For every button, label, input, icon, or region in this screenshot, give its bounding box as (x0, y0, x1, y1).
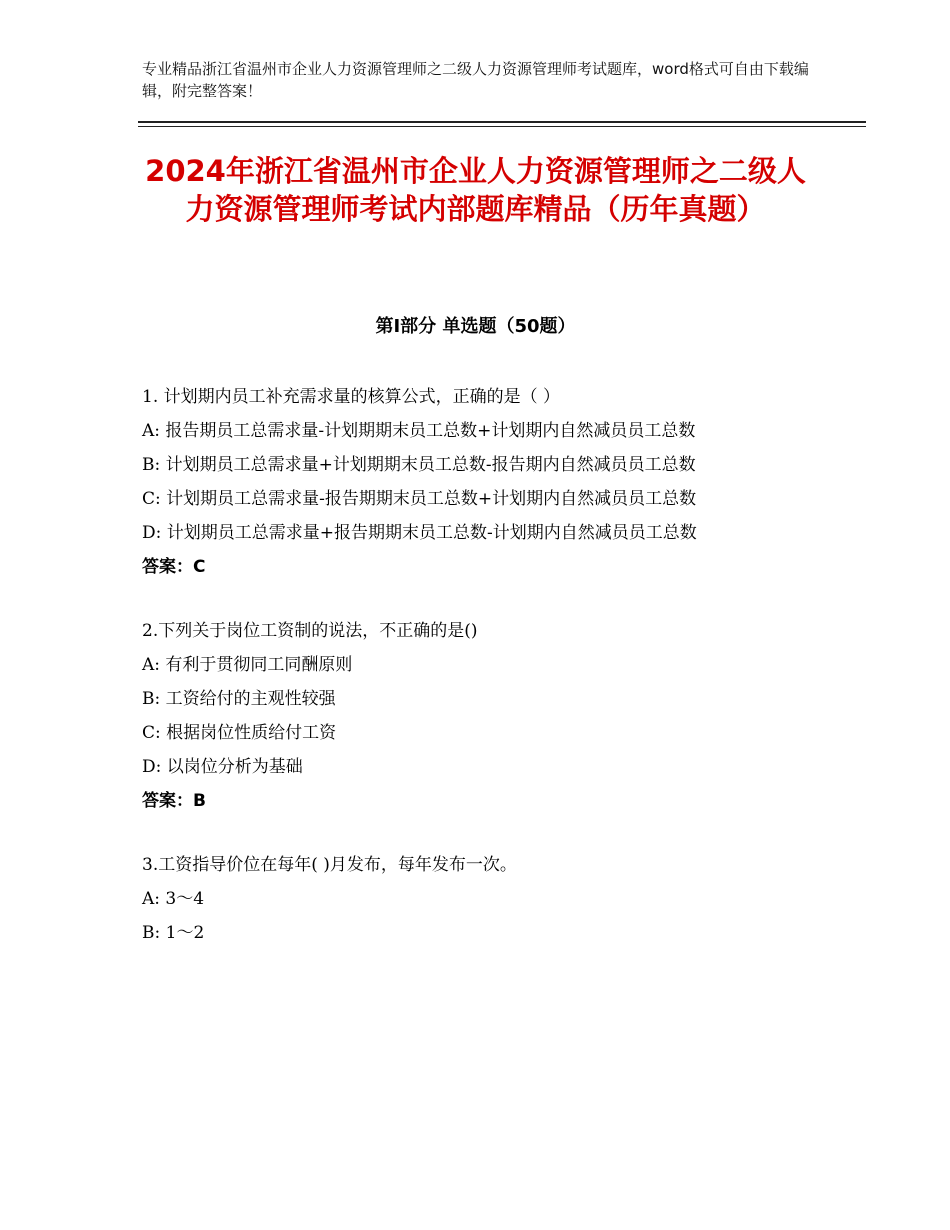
option-b: B: 计划期员工总需求量+计划期期末员工总数-报告期内自然减员员工总数 (142, 455, 696, 475)
header-divider-thin (138, 126, 866, 127)
option-b: B: 1～2 (142, 923, 205, 943)
question-2 (142, 614, 817, 818)
option-c: C: 计划期员工总需求量-报告期期末员工总数+计划期内自然减员员工总数 (142, 489, 697, 509)
question-list (142, 380, 817, 980)
question-1 (142, 380, 817, 584)
question-3 (142, 848, 817, 950)
answer: 答案：B (142, 791, 206, 811)
option-a: A: 有利于贯彻同工同酬原则 (142, 655, 353, 675)
header-divider-thick (138, 121, 866, 123)
option-d: D: 计划期员工总需求量+报告期期末员工总数-计划期内自然减员员工总数 (142, 523, 697, 543)
option-c: C: 根据岗位性质给付工资 (142, 723, 337, 743)
question-stem: 3.工资指导价位在每年( )月发布，每年发布一次。 (142, 855, 517, 875)
option-b: B: 工资给付的主观性较强 (142, 689, 336, 709)
section-title: 第Ⅰ部分 单选题（50题） (375, 316, 576, 337)
option-a: A: 报告期员工总需求量-计划期期末员工总数+计划期内自然减员员工总数 (142, 421, 696, 441)
option-d: D: 以岗位分析为基础 (142, 757, 303, 777)
option-a: A: 3～4 (142, 889, 205, 909)
question-stem: 2.下列关于岗位工资制的说法，不正确的是() (142, 621, 478, 641)
question-stem: 1. 计划期内员工补充需求量的核算公式，正确的是（ ） (142, 387, 561, 407)
header-note: 专业精品浙江省温州市企业人力资源管理师之二级人力资源管理师考试题库，word格式可自由下载编辑，附完整答案！ (142, 60, 809, 100)
document-title: 2024年浙江省温州市企业人力资源管理师之二级人力资源管理师考试内部题库精品（历年真题） (145, 154, 806, 226)
answer: 答案：C (142, 557, 206, 577)
